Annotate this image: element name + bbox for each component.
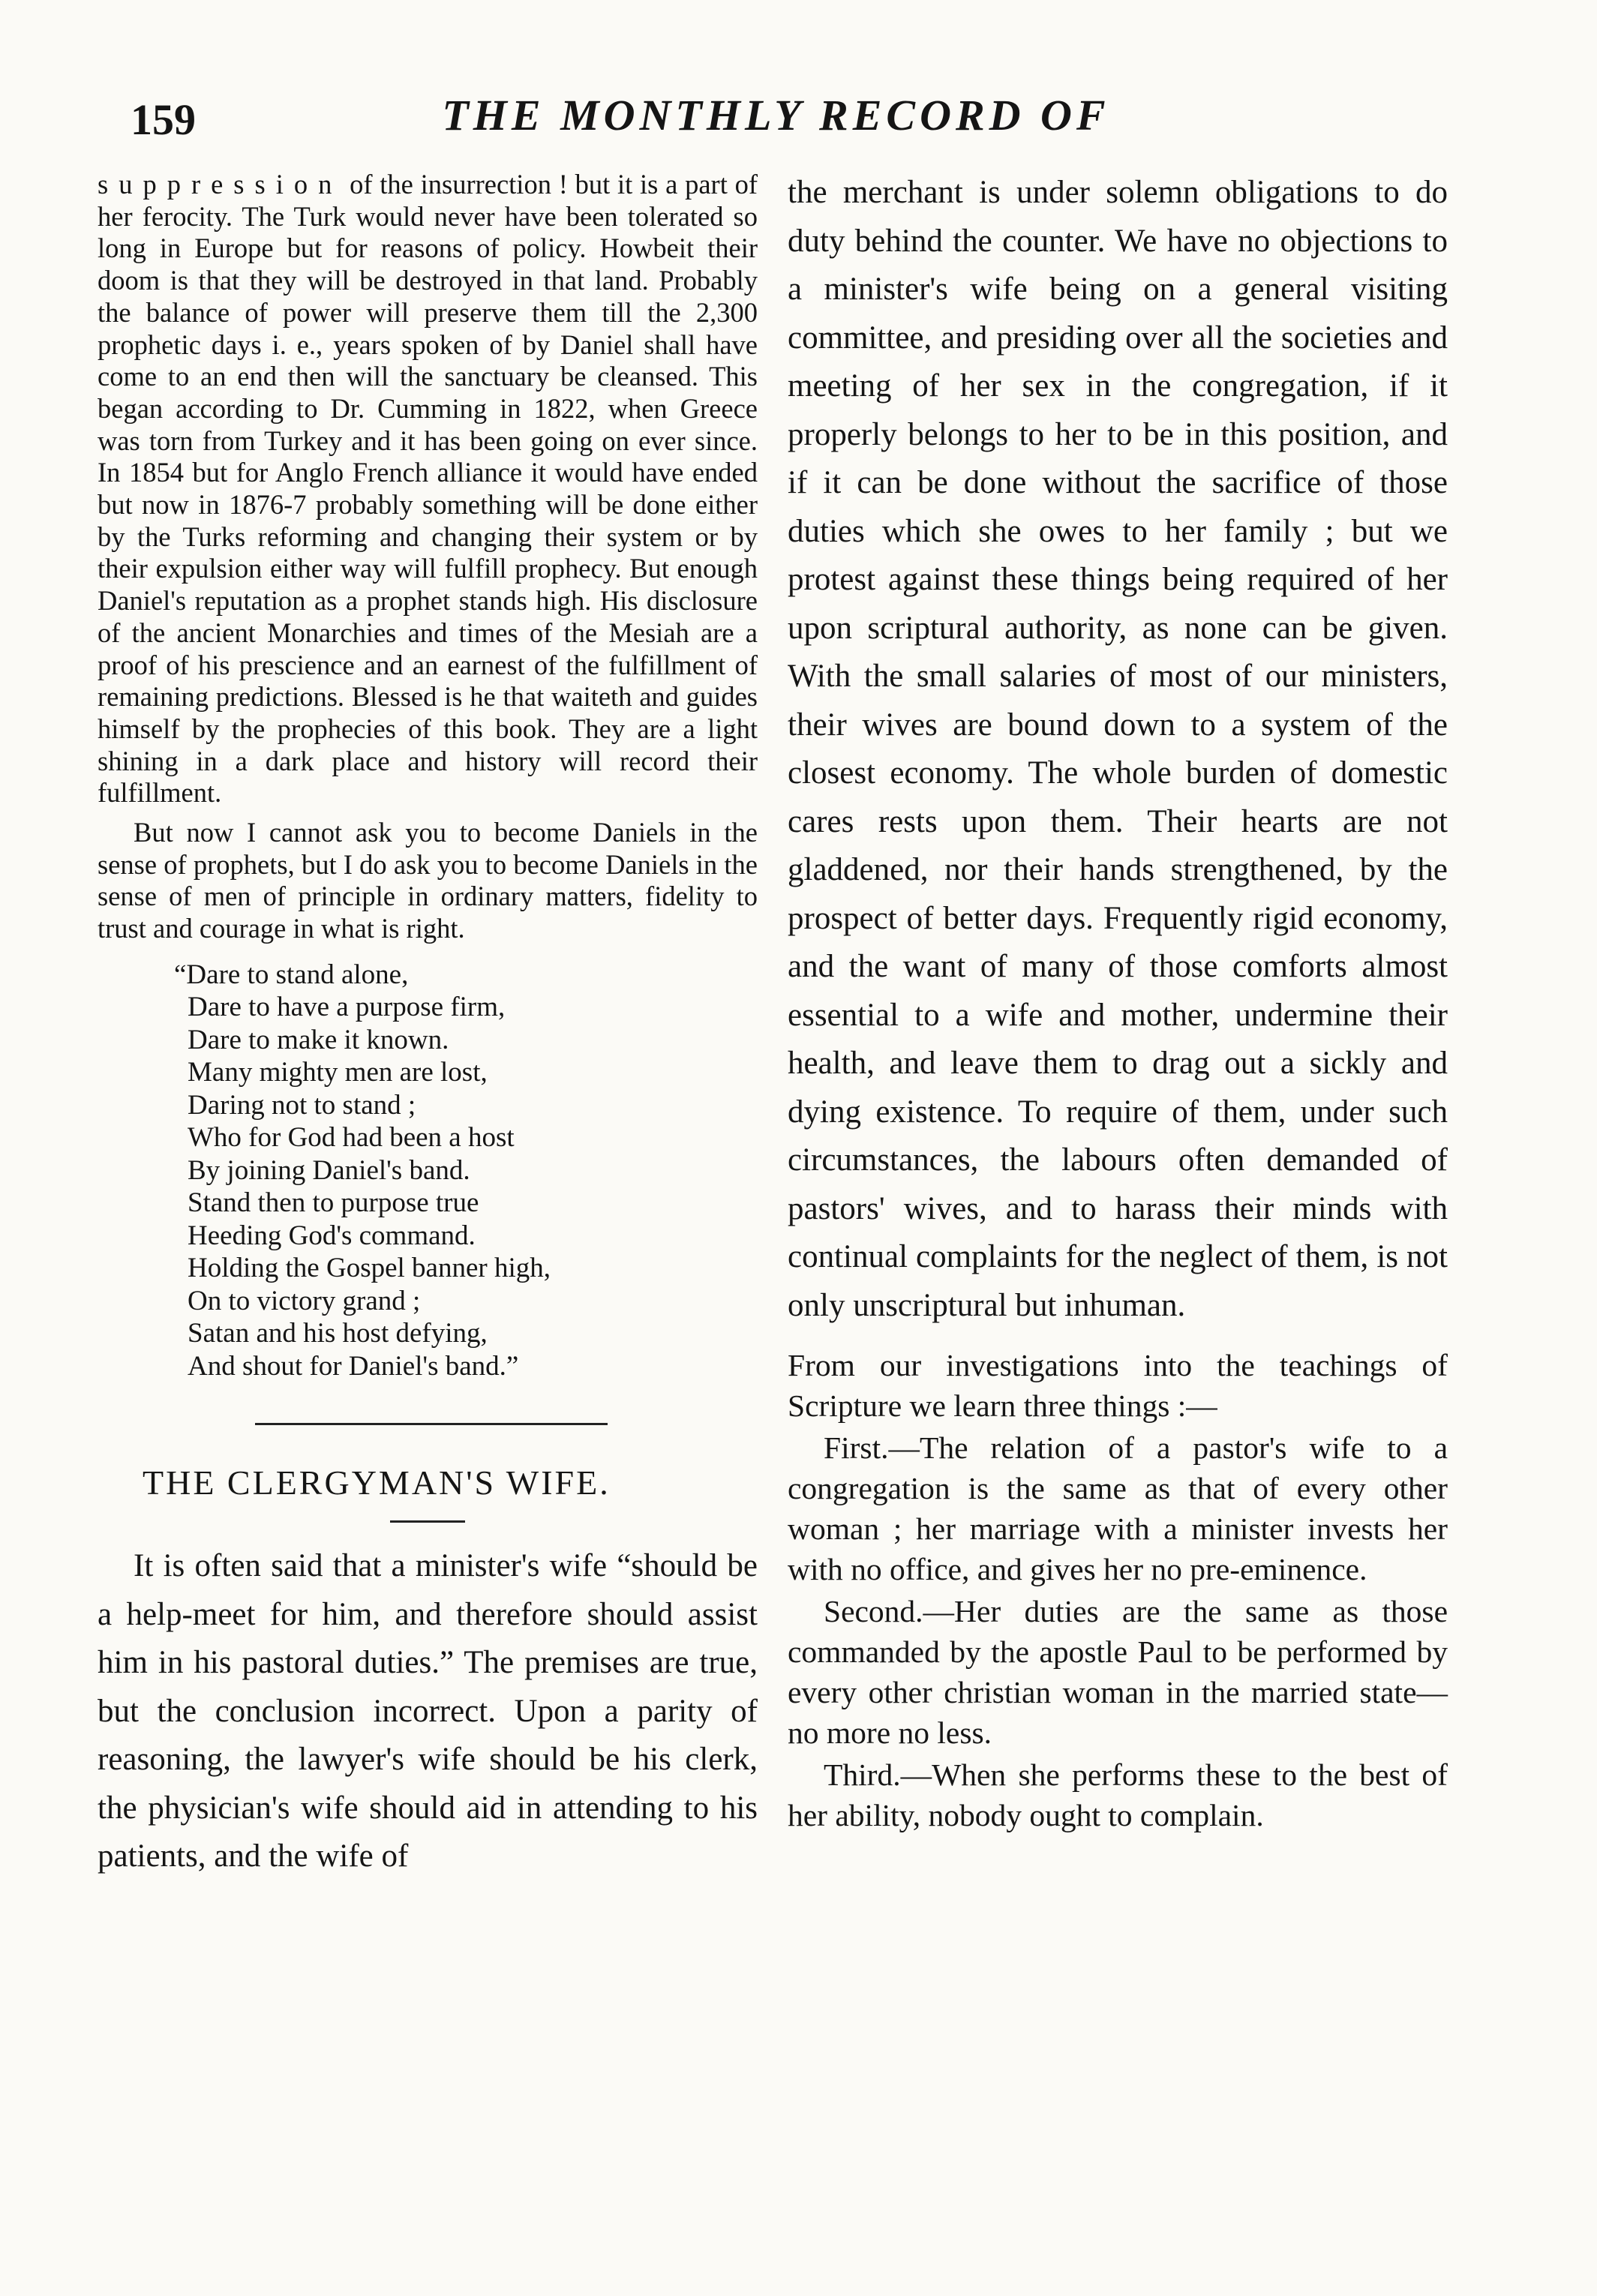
running-title: THE MONTHLY RECORD OF	[442, 91, 1110, 140]
right-column	[788, 169, 1448, 1835]
poem-line: Dare to make it known.	[188, 1024, 449, 1055]
poem-line: Who for God had been a host	[188, 1122, 515, 1154]
opening-paragraph	[98, 169, 758, 809]
daniels-paragraph: But now I cannot ask you to become Daniels in the sense of prophets, but I do ask you to become Daniels in the sense of men of principle in ordinary matters, fidelity to trust and courage in what is right.	[98, 817, 758, 944]
point-third: Third.—When she performs these to the best of her ability, nobody ought to complain.	[788, 1757, 1448, 1832]
poem-line: By joining Daniel's band.	[188, 1154, 470, 1186]
poem-line: Stand then to purpose true	[188, 1187, 479, 1219]
poem-line: Heeding God's command.	[188, 1220, 476, 1251]
opening-word: suppression	[98, 169, 343, 200]
page-number: 159	[131, 95, 196, 144]
poem-line: Dare to have a purpose firm,	[188, 992, 506, 1023]
poem	[174, 959, 758, 1383]
left-column	[98, 169, 758, 1881]
investigations-intro: From our investigations into the teachings of Scripture we learn three things :—	[788, 1348, 1448, 1423]
poem-line: And shout for Daniel's band.”	[188, 1350, 519, 1382]
article-continuation: the merchant is under solemn obligations to do duty behind the counter. We have no objections to a minister's wife being on a general visiting committee, and presiding over all the societies and meeting of her sex in the congregation, if it properly belongs to her to be in this position, and if it can be done without the sacrifice of those duties which she owes to her family ; but we protest against these things being required of her upon scriptural authority, as none can be given. With the small salaries of most of our ministers, their wives are bound down to a system of the closest economy. The whole burden of domestic cares rests upon them. Their hearts are not gladdened, nor their hands strengthened, by the prospect of better days. Frequently rigid economy, and the want of many of those comforts almost essential to a wife and mother, undermine their health, and leave them to drag out a sickly and dying existence. To require of them, under such circumstances, the labours often demanded of pastors' wives, and to harass their minds with continual complaints for the neglect of them, is not only unscriptural but inhuman.	[788, 175, 1448, 1323]
poem-line: On to victory grand ;	[188, 1285, 421, 1316]
title-underline	[390, 1520, 465, 1523]
poem-line: Many mighty men are lost,	[188, 1057, 488, 1088]
poem-line: Holding the Gospel banner high,	[188, 1253, 551, 1284]
section-divider	[255, 1423, 608, 1425]
poem-line: Daring not to stand ;	[188, 1089, 416, 1121]
article-opening-paragraph: It is often said that a minister's wife “should be a help-meet for him, and therefore should assist him in his pastoral duties.” The premises are true, but the conclusion incorrect. Upon a parity of reasoning, the lawyer's wife should be his clerk, the physician's wife should aid in attending to his patients, and the wife of	[98, 1548, 758, 1874]
opening-paragraph-text: of the insurrection ! but it is a part of her ferocity. The Turk would never have been tolerated so long in Europe but for reasons of policy. Howbeit their doom is that they will be destroyed in that land. Probably the balance of power will preserve them till the 2,300 prophetic days i. e., years spoken of by Daniel shall have come to an end then will the sanctuary be cleansed. This began according to Dr. Cumming in 1822, when Greece was torn from Turkey and it has been going on ever since. In 1854 but for Anglo French alliance it would have ended but now in 1876-7 probably something will be done either by the Turks reforming and changing their system or by their expulsion either way will fulfill prophecy. But enough Daniel's reputation as a prophet stands high. His disclosure of the ancient Monarchies and times of the Mesiah are a proof of his prescience and an earnest of the fulfillment of remaining predictions. Blessed is he that waiteth and guides himself by the prophecies of this book. They are a light shining in a dark place and history will record their fulfillment.	[98, 169, 758, 809]
page-header	[128, 90, 1424, 158]
poem-line: “Dare to stand alone,	[174, 959, 409, 990]
point-first: First.—The relation of a pastor's wife to a congregation is the same as that of every other woman ; her marriage with a minister invests her with no office, and gives her no pre-eminence.	[788, 1430, 1448, 1586]
article-title: THE CLERGYMAN'S WIFE.	[143, 1463, 611, 1502]
poem-line: Satan and his host defying,	[188, 1318, 488, 1349]
point-second: Second.—Her duties are the same as those commanded by the apostle Paul to be performed by every other christian woman in the married state—no more no less.	[788, 1594, 1448, 1750]
conclusions	[788, 1345, 1448, 1835]
